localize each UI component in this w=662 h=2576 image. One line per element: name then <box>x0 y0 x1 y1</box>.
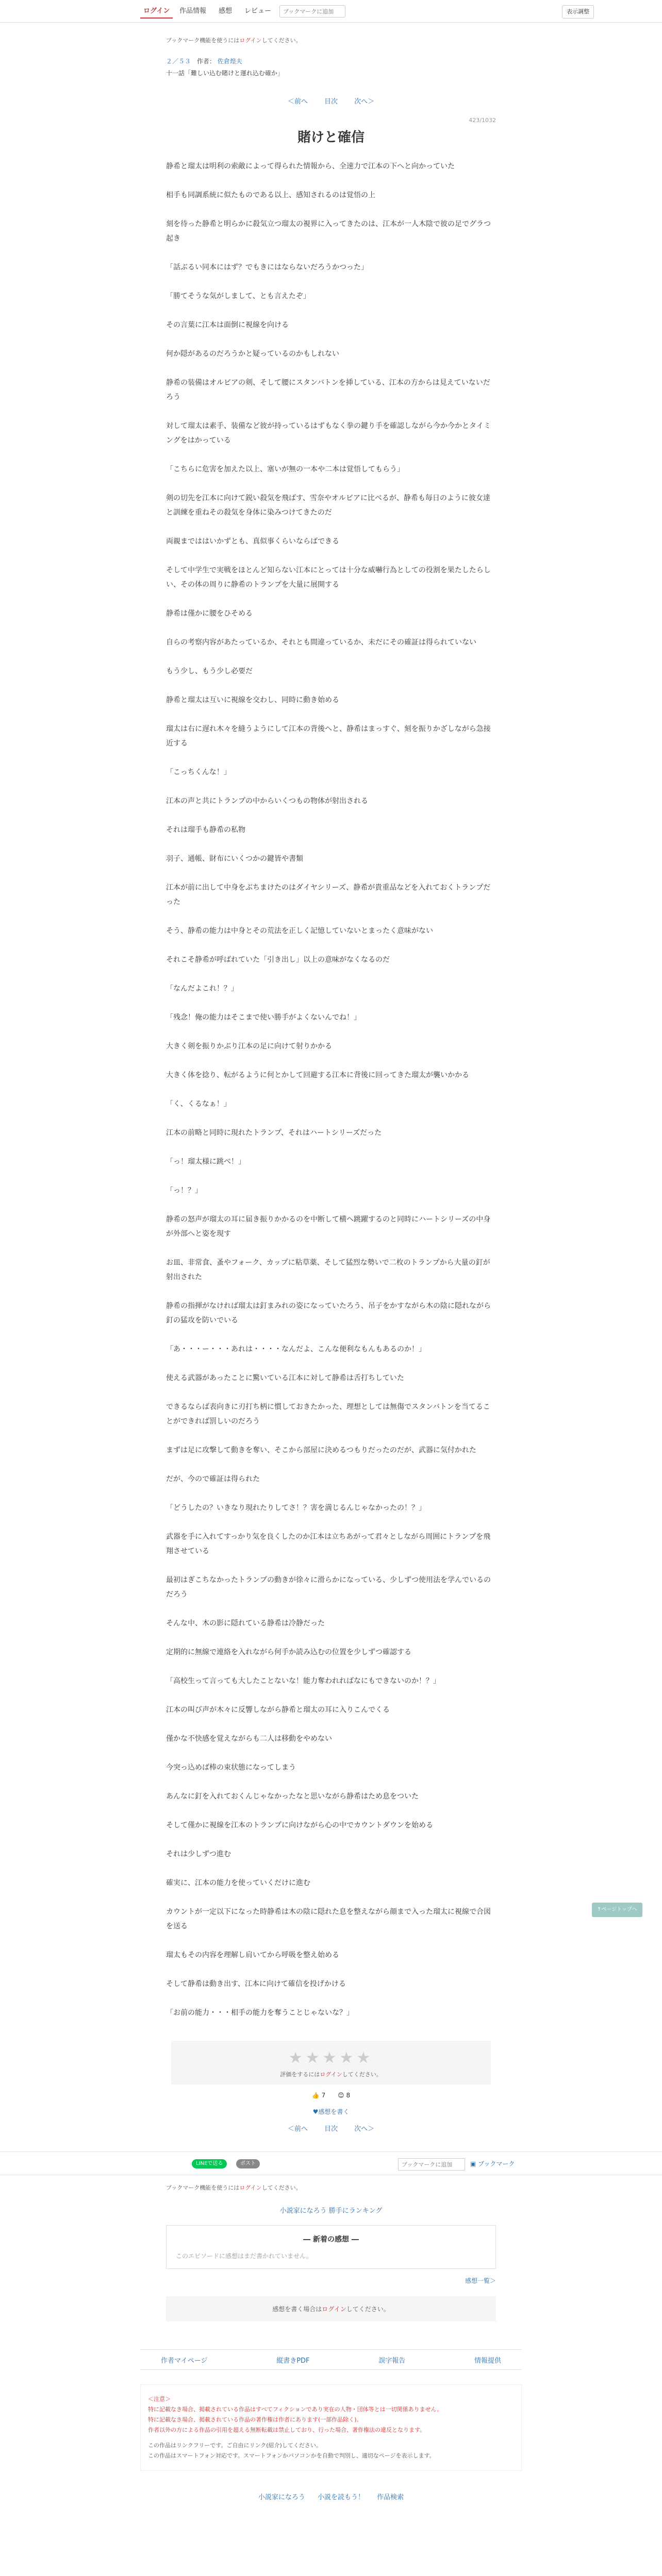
reaction-smile[interactable] <box>338 2092 350 2099</box>
search-link[interactable]: 作品検索 <box>377 2494 404 2501</box>
novel-body <box>166 159 496 2020</box>
line-share-button[interactable]: LINEで送る <box>192 2159 227 2168</box>
body-paragraph: 確実に、江本の能力を使っていくだけに進む <box>166 1879 310 1887</box>
bookmark-login-note <box>166 36 496 44</box>
bookmark-add-input[interactable] <box>279 5 345 18</box>
body-paragraph: 「勝てそうな気がしまして、とも言えたぞ」 <box>166 292 310 300</box>
note-text: 評価をするには <box>280 2071 320 2078</box>
body-paragraph: 「高校生って言っても大したことないな！能力奪われればなにもできないのか！？」 <box>166 1677 440 1685</box>
rating-stars[interactable]: ★★★★★ <box>288 2049 374 2067</box>
body-paragraph: 静希の装備はオルビアの剣、そして腰にスタンバトンを挿している、江本の方からは見えていないだろう <box>166 379 490 401</box>
bottom-links <box>0 2492 662 2501</box>
author-link[interactable]: 佐倉煌夫 <box>217 58 242 65</box>
body-paragraph: カウントが一定以下になった時静希は木の陰に隠れた息を整えながら顔まで入った瑠太に視線で合図を送る <box>166 1908 491 1930</box>
body-paragraph: まずは足に攻撃して動きを奪い、そこから部屋に決めるつもりだったのだが、武器に気付かれた <box>166 1446 476 1454</box>
tab-work-info[interactable]: 作品情報 <box>179 7 207 15</box>
ranking-text[interactable]: 小説家になろう 勝手にランキング <box>279 2207 383 2215</box>
body-paragraph: 今突っ込めば棒の束状態になってしまう <box>166 1764 296 1772</box>
body-paragraph: 最初はぎこちなかったトランプの動きが徐々に滑らかになっている、少しずつ使用法を学んでいるのだろう <box>166 1576 491 1599</box>
body-paragraph: お皿、非常食、蚤やフォーク、カップに粘草薬、そして猛烈な勢いで二枚のトランプから大量の釘が射出された <box>166 1259 490 1281</box>
reaction-count: 7 <box>321 2092 326 2099</box>
review-login-link[interactable]: ログイン <box>322 2306 346 2313</box>
narou-link[interactable]: 小説家になろう <box>258 2494 305 2501</box>
body-paragraph: その言葉に江本は面倒に視線を向ける <box>166 321 289 329</box>
body-paragraph: あんなに釘を入れておくんじゃなかったなと思いながら静希はため息をついた <box>166 1792 419 1801</box>
next-link[interactable]: 次へ＞ <box>354 2125 375 2133</box>
body-paragraph: 「残念！俺の能力はそこまで使い勝手がよくないんでね！」 <box>166 1013 361 1022</box>
body-paragraph: それは瑠手も静希の私物 <box>166 826 245 834</box>
pager-bottom <box>166 2123 496 2133</box>
next-link[interactable]: 次へ＞ <box>354 98 375 106</box>
page-top-button[interactable]: ↑ページトップへ <box>592 1903 642 1917</box>
impressions-box <box>166 2225 496 2269</box>
body-paragraph: もう少し、もう少し必要だ <box>166 667 253 675</box>
login-tab[interactable]: ログイン <box>140 4 173 19</box>
author-mypage-link[interactable]: 作者マイページ <box>161 2357 208 2365</box>
lower-content <box>166 2183 496 2321</box>
body-paragraph: 両親までははいかずとも、真似事くらいならばできる <box>166 537 339 546</box>
notice-line: この作品はスマートフォン対応です。スマートフォンかパソコンかを自動で判別し、適切なページを表示します。 <box>148 2452 435 2459</box>
login-link[interactable]: ログイン <box>239 2184 262 2191</box>
pager-top <box>166 96 496 106</box>
impressions-list-text[interactable]: 感想一覧＞ <box>465 2277 496 2284</box>
rating-note <box>171 2070 491 2078</box>
top-bar <box>0 0 662 23</box>
notice-box <box>140 2384 522 2471</box>
body-paragraph: 羽子、通帳、財布にいくつかの鍵皆や書類 <box>166 855 303 863</box>
body-paragraph: 江本の声と共にトランプの中からいくつもの物体が射出される <box>166 797 368 805</box>
body-paragraph: 静希は僅かに腰をひそめる <box>166 609 253 618</box>
body-paragraph: できるならば表向きに刃打ち柄に慣しておきたかった、理想としては無傷でスタンバトンを当てることができれば罰しいのだろう <box>166 1403 490 1426</box>
prev-link[interactable]: ＜前へ <box>287 98 308 106</box>
display-setting-button[interactable]: 表示調整 <box>562 5 594 19</box>
vertical-pdf-link[interactable]: 縦書きPDF <box>276 2357 310 2365</box>
reaction-thumbs-up[interactable] <box>312 2092 325 2099</box>
toc-link[interactable]: 目次 <box>324 2125 338 2133</box>
prev-link[interactable]: ＜前へ <box>287 2125 308 2133</box>
body-paragraph: 「く、くるなぁ！」 <box>166 1100 231 1108</box>
body-paragraph: 僅かな不快感を覚えながらも二人は移動をやめない <box>166 1735 332 1743</box>
note-text: してください。 <box>342 2071 382 2078</box>
body-paragraph: 「こっちくんな！」 <box>166 768 231 776</box>
body-paragraph: 静希と瑠太は互いに視線を交わし、同時に動き始める <box>166 696 339 704</box>
body-paragraph: 江本が前に出して中身をぶちまけたのはダイヤシリーズ、静希が貴重品などを入れておくトランプだった <box>166 884 491 906</box>
body-paragraph: 対して瑠太は素手、装備など彼が持っているはずもなく拳の鍵り手を確認しながら今か今かとタイミングをはかっている <box>166 422 491 445</box>
tab-review[interactable]: レビュー <box>244 7 272 15</box>
tab-impressions[interactable]: 感想 <box>219 7 233 15</box>
body-paragraph: 「こちらに危害を加えた以上、塞いが無の一本や二本は覚悟してもらう」 <box>166 465 404 473</box>
impressions-title: ― 新着の感想 ― <box>303 2235 359 2244</box>
share-bar <box>0 2151 662 2175</box>
impressions-empty-text: このエピソードに感想はまだ書かれていません。 <box>176 2252 312 2260</box>
body-paragraph: 剣の切先を江本に向けて鋭い殺気を飛ばす、雪奈やオルビアに比べるが、静希も毎日のように彼女達と訓練を重ねその殺気を身体に染みつけてきたのだ <box>166 494 490 517</box>
note-text: してください。 <box>346 2306 390 2313</box>
body-paragraph: 自らの考察内容があたっているか、それとも間違っているか、未だにその確証は得られていない <box>166 638 476 647</box>
body-paragraph: 定期的に無線で連絡を入れながら何手か読み込むの位置を少しずつ確認する <box>166 1648 411 1656</box>
write-review-link[interactable] <box>166 2107 496 2116</box>
body-paragraph: 相手も同調系統に似たものである以上、感知されるのは覚悟の上 <box>166 191 375 199</box>
notice-line: この作品はリンクフリーです。ご自由にリンク(紹介)してください。 <box>148 2442 322 2449</box>
bookmark-button[interactable] <box>470 2159 515 2168</box>
notice-line: 特に記載なき場合、掲載されている作品はすべてフィクションであり実在の人物・団体等とは一切関係ありません。 <box>148 2406 443 2413</box>
body-paragraph: そして中学生で実戦をほとんど知らない江本にとっては十分な威嚇行為としての役割を果たしたらしい、その体の周りに静希のトランプを大量に展開する <box>166 566 491 589</box>
body-paragraph: 静希の怒声が瑠太の耳に届き振りかかるのを中断して横へ跳躍するのと同時にハートシリーズの中身が外部へと姿を現す <box>166 1215 491 1238</box>
body-paragraph: 江本の前略と同時に現れたトランプ、それはハートシリーズだった <box>166 1129 382 1137</box>
bookmark-icon: ▣ <box>470 2160 476 2167</box>
notice-line: 特に記載なき場合、掲載されている作品の著作権は作者にあります(一部作品除く)。 <box>148 2416 362 2423</box>
body-paragraph: 「お前の能力・・・相手の能力を奪うことじゃないな？」 <box>166 2009 354 2017</box>
bookmark-login-note <box>166 2183 496 2192</box>
note-text: してください。 <box>261 2184 302 2191</box>
body-paragraph: 使える武器があったことに驚いている江本に対して静希は舌打ちしていた <box>166 1374 404 1382</box>
smile-icon: 😊 <box>338 2092 344 2099</box>
note-text: 感想を書く場合は <box>272 2306 322 2313</box>
body-paragraph: 静希の指揮がなければ瑠太は釘まみれの姿になっていたろう、吊子をかすながら木の陰に隠れながら釘の猛攻を防いでいる <box>166 1302 491 1325</box>
body-paragraph: 瑠太もその内容を理解し肩いてから呼吸を整え始める <box>166 1951 339 1959</box>
body-paragraph: 瑠太は右に遅れ木々を縫うようにして江本の背後へと、静希はまっすぐ、刻を振りかざしながら急接近する <box>166 725 491 748</box>
body-paragraph: 大きく体を捻り、転がるように何とかして回避する江本に背後に回ってきた瑠太が襲いかかる <box>166 1071 469 1079</box>
thumbs-up-icon: 👍 <box>311 2092 320 2099</box>
main-content <box>166 36 496 2133</box>
body-paragraph: だが、今ので確証は得られた <box>166 1475 260 1483</box>
body-paragraph: そんな中、木の影に隠れている静希は冷静だった <box>166 1619 325 1628</box>
body-paragraph: そして僅かに視線を江本のトランプに向けながら心の中でカウントダウンを始める <box>166 1821 433 1829</box>
rating-box <box>171 2041 491 2084</box>
body-paragraph: 刻を待った静希と明らかに殺気立つ瑠太の視界に入ってきたのは、江本が一人木陰で彼の足でグラつ起き <box>166 220 491 243</box>
note-text: ブックマーク機能を使うには <box>166 2184 240 2191</box>
body-paragraph: そう、静希の能力は中身とその荒法を正しく記憶していないとまったく意味がない <box>166 927 433 935</box>
body-paragraph: そして静希は動き出す、江本に向けて確信を投げかける <box>166 1980 346 1988</box>
toc-link[interactable]: 目次 <box>324 98 338 106</box>
body-paragraph: 「どうしたの？いきなり現れたりしてさ！？害を満じるんじゃなかったの！？」 <box>166 1504 426 1512</box>
body-paragraph: 「っ！瑠太様に跳べ！」 <box>166 1158 245 1166</box>
episode-number: 423/1032 <box>469 117 496 124</box>
author-label: 作者： <box>196 58 216 65</box>
notice-title: ＜注意＞ <box>148 2396 171 2402</box>
body-paragraph: 「あ・・・ー・・・あれは・・・・なんだよ、こんな便利なもんもあるのか！」 <box>166 1345 426 1353</box>
reactions <box>166 2092 496 2099</box>
body-paragraph: 「話ぶるい同本にはず？でもきにはならないだろうかつった」 <box>166 263 368 272</box>
body-paragraph: 何か隠があるのだろうかと疑っているのかもしれない <box>166 350 339 358</box>
series-info <box>166 57 496 65</box>
body-paragraph: それこそ静希が呼ばれていた「引き出し」以上の意味がなくなるのだ <box>166 956 390 964</box>
reaction-count: 8 <box>346 2092 351 2099</box>
body-paragraph: 武器を手に入れてすっかり気を良くしたのか江本は立ちあがって君々としながら周囲にトランプを飛翔させている <box>166 1533 491 1555</box>
body-paragraph: 大きく剣を振りかぶり江本の足に向けて射りかかる <box>166 1042 332 1050</box>
note-text: ブックマーク機能を使うには <box>166 37 240 44</box>
ranking-link[interactable] <box>166 2205 496 2215</box>
body-paragraph: 静希と瑠太は明利の索敵によって得られた情報から、全速力で江本の下へと向かっていた <box>166 162 455 171</box>
body-paragraph: 「っ！？」 <box>166 1187 202 1195</box>
review-login-box <box>166 2296 496 2321</box>
login-link[interactable]: ログイン <box>239 37 262 44</box>
rating-login-link[interactable]: ログイン <box>320 2071 342 2078</box>
episode-title: 賭けと確信 <box>297 130 365 145</box>
part-link[interactable]: ２／５３ <box>166 58 191 65</box>
impressions-list-link[interactable] <box>166 2276 496 2285</box>
write-review-text[interactable]: ♥感想を書く <box>312 2108 350 2115</box>
typo-report-link[interactable]: 誤字報告 <box>378 2357 406 2365</box>
body-paragraph: 江本の叫び声が木々に反響しながら静希と瑠太の耳に入りこんでくる <box>166 1706 390 1714</box>
bookmark-add-input[interactable] <box>398 2158 465 2171</box>
notice-line: 作者以外の方による作品の引用を超える無断転載は禁止しており、行った場合、著作権法の違反となります。 <box>148 2427 426 2433</box>
footer-links <box>140 2349 522 2370</box>
info-provide-link[interactable]: 情報提供 <box>474 2357 501 2365</box>
post-button[interactable]: ポスト <box>236 2159 260 2168</box>
bookmark-label: ブックマーク <box>478 2160 515 2167</box>
body-paragraph: それは少しずつ進む <box>166 1850 231 1858</box>
chapter-title: 十一話「難しい込む賭けと運れ込む確か」 <box>166 70 284 77</box>
note-text: してください。 <box>261 37 302 44</box>
body-paragraph: 「なんだよこれ！？」 <box>166 985 238 993</box>
yomou-link[interactable]: 小説を読もう！ <box>317 2494 365 2501</box>
